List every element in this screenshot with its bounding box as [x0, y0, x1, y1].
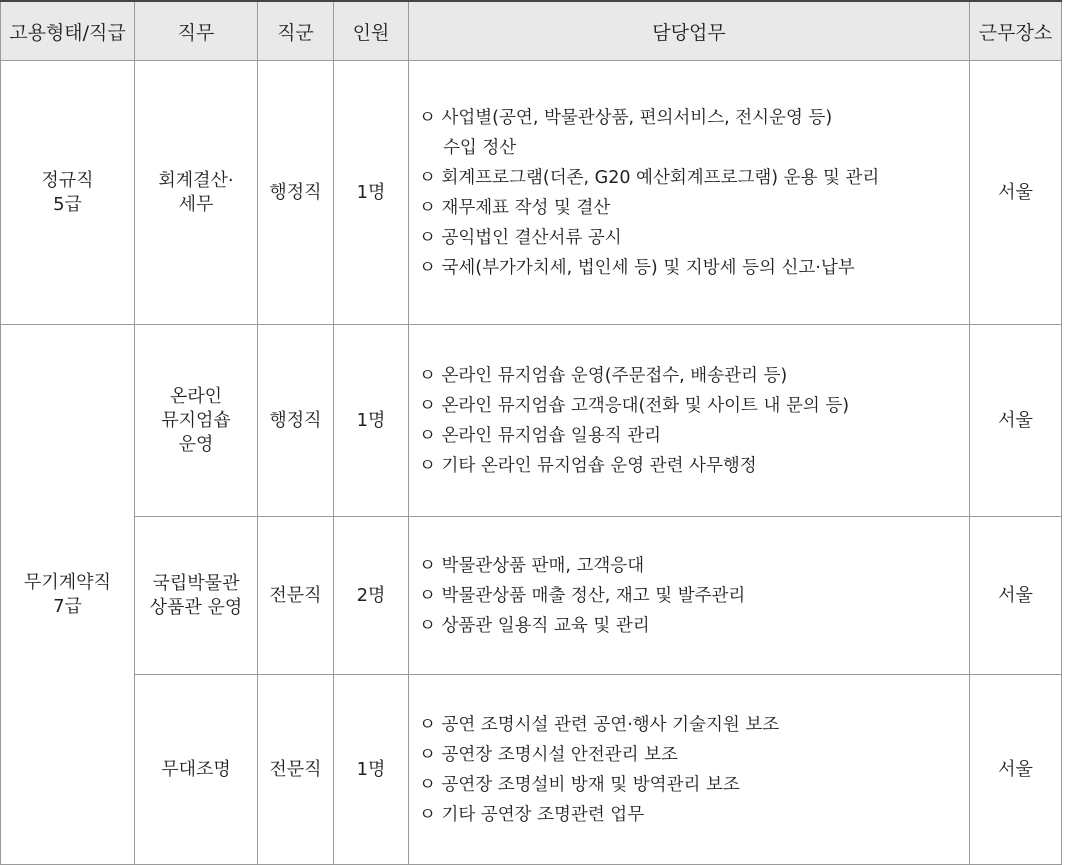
duty-item: ㅇ 사업별(공연, 박물관상품, 편의서비스, 전시운영 등): [419, 107, 833, 128]
headcount-cell: 1명: [334, 61, 409, 325]
work-location-cell: 서울: [970, 517, 1062, 675]
job-category-cell: 전문직: [258, 675, 334, 865]
job-cell: 회계결산· 세무: [135, 61, 258, 325]
duty-item: ㅇ 국세(부가가치세, 법인세 등) 및 지방세 등의 신고·납부: [419, 257, 855, 278]
headcount-cell: 1명: [334, 675, 409, 865]
header-job-category: 직군: [258, 1, 334, 61]
duty-item: ㅇ 온라인 뮤지엄숍 운영(주문접수, 배송관리 등): [419, 365, 788, 386]
duty-item: ㅇ 상품관 일용직 교육 및 관리: [419, 615, 650, 636]
duty-item: ㅇ 공연장 조명시설 안전관리 보조: [419, 744, 678, 765]
duty-item: ㅇ 기타 온라인 뮤지엄숍 운영 관련 사무행정: [419, 455, 757, 476]
header-employment-grade: 고용형태/직급: [1, 1, 135, 61]
work-location-cell: 서울: [970, 675, 1062, 865]
table-row: [1, 675, 1062, 865]
duties-cell: [409, 325, 970, 517]
duty-item: ㅇ 온라인 뮤지엄숍 고객응대(전화 및 사이트 내 문의 등): [419, 395, 850, 416]
table-row: [1, 61, 1062, 325]
header-headcount: 인원: [334, 1, 409, 61]
duties-cell: [409, 517, 970, 675]
duties-cell: [409, 61, 970, 325]
duties-cell: [409, 675, 970, 865]
job-category-cell: 행정직: [258, 325, 334, 517]
job-cell: 온라인 뮤지엄숍 운영: [135, 325, 258, 517]
duty-item: ㅇ 박물관상품 판매, 고객응대: [419, 555, 645, 576]
header-duties: 담당업무: [409, 1, 970, 61]
table-row: [1, 517, 1062, 675]
job-category-cell: 행정직: [258, 61, 334, 325]
header-job: 직무: [135, 1, 258, 61]
work-location-cell: 서울: [970, 61, 1062, 325]
duty-item: ㅇ 공익법인 결산서류 공시: [419, 227, 622, 248]
duty-item: ㅇ 재무제표 작성 및 결산: [419, 197, 611, 218]
duty-item: ㅇ 박물관상품 매출 정산, 재고 및 발주관리: [419, 585, 746, 606]
job-cell: 무대조명: [135, 675, 258, 865]
duty-item-continuation: 수입 정산: [443, 137, 517, 158]
header-row: [1, 1, 1062, 61]
header-work-location: 근무장소: [970, 1, 1062, 61]
duty-item: ㅇ 공연 조명시설 관련 공연·행사 기술지원 보조: [419, 714, 780, 735]
duty-item: ㅇ 기타 공연장 조명관련 업무: [419, 804, 645, 825]
duty-item: ㅇ 회계프로그램(더존, G20 예산회계프로그램) 운용 및 관리: [419, 167, 880, 188]
job-category-cell: 전문직: [258, 517, 334, 675]
headcount-cell: 2명: [334, 517, 409, 675]
duty-item: ㅇ 공연장 조명설비 방재 및 방역관리 보조: [419, 774, 740, 795]
job-cell: 국립박물관 상품관 운영: [135, 517, 258, 675]
headcount-cell: 1명: [334, 325, 409, 517]
employment-grade-cell: 무기계약직 7급: [1, 325, 135, 865]
duty-item: ㅇ 온라인 뮤지엄숍 일용직 관리: [419, 425, 662, 446]
work-location-cell: 서울: [970, 325, 1062, 517]
employment-grade-cell: 정규직 5급: [1, 61, 135, 325]
table-row: [1, 325, 1062, 517]
